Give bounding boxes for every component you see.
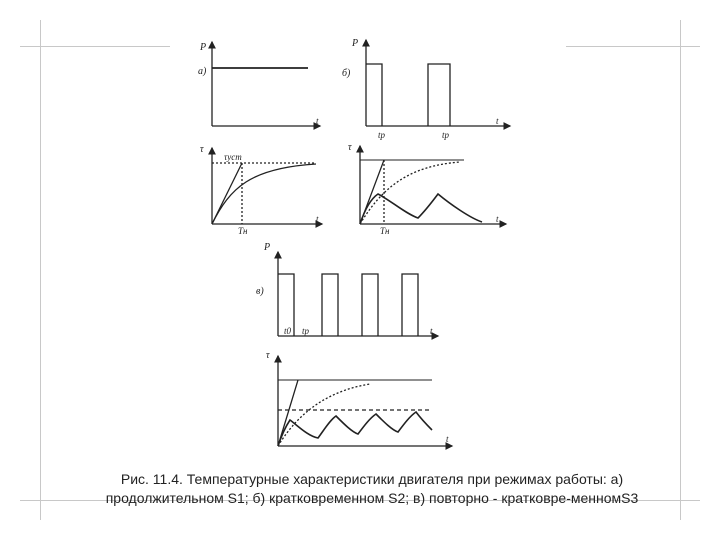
tn-label-b: Tн — [380, 226, 390, 236]
frame-right-line — [680, 20, 681, 520]
axis-t-label-b2: t — [496, 214, 499, 224]
axis-t-label-c: t — [430, 326, 433, 336]
tn-label-a: Tн — [238, 226, 248, 236]
repeat-pulse-2 — [322, 274, 338, 336]
axis-tau-label-c: τ — [266, 350, 270, 361]
panel-b-temperature-plot — [360, 146, 506, 224]
figure-caption — [52, 470, 692, 508]
frame-left-line — [40, 20, 41, 520]
panel-b-power-plot — [366, 40, 510, 126]
caption-line-2: продолжительном S1; б) кратковременном S2; в) повторно - кратковре-менномS3 — [105, 490, 639, 506]
axis-t-label-b: t — [496, 116, 499, 126]
tau-ust-label: τуст — [224, 152, 242, 162]
caption-line-1: Рис. 11.4. Температурные характеристики двигателя при режимах работы: а) — [120, 471, 624, 487]
axis-p-label-b: P — [352, 38, 359, 49]
panel-c-temperature-plot — [278, 356, 452, 446]
heating-curve — [212, 164, 316, 224]
power-pulse-1 — [366, 64, 382, 126]
panel-a-power-plot — [212, 42, 320, 126]
panel-a-label: а) — [198, 66, 207, 77]
power-pulse-2 — [428, 64, 450, 126]
panel-c-label: в) — [256, 286, 264, 297]
diagram-figure — [170, 28, 566, 458]
axis-tau-label-b: τ — [348, 142, 352, 153]
t0-label: t0 — [284, 326, 292, 336]
panel-b-label: б) — [342, 68, 351, 79]
axis-t-label-a: t — [316, 116, 319, 126]
axis-t-label-a2: t — [316, 214, 319, 224]
axis-p-label-c: P — [264, 242, 271, 253]
panel-c-power-plot — [278, 252, 438, 336]
tp-label-c: tр — [302, 326, 310, 336]
repeat-pulse-4 — [402, 274, 418, 336]
axis-tau-label-a: τ — [200, 144, 204, 155]
axis-p-label-a: P — [200, 42, 207, 53]
tp-label-2: tр — [442, 130, 450, 140]
heating-cooling-curve — [360, 194, 482, 224]
tp-label-1: tр — [378, 130, 386, 140]
repeat-pulse-3 — [362, 274, 378, 336]
figure-panel — [170, 28, 566, 458]
axis-t-label-c2: t — [446, 434, 449, 444]
tangent-line — [212, 163, 242, 224]
